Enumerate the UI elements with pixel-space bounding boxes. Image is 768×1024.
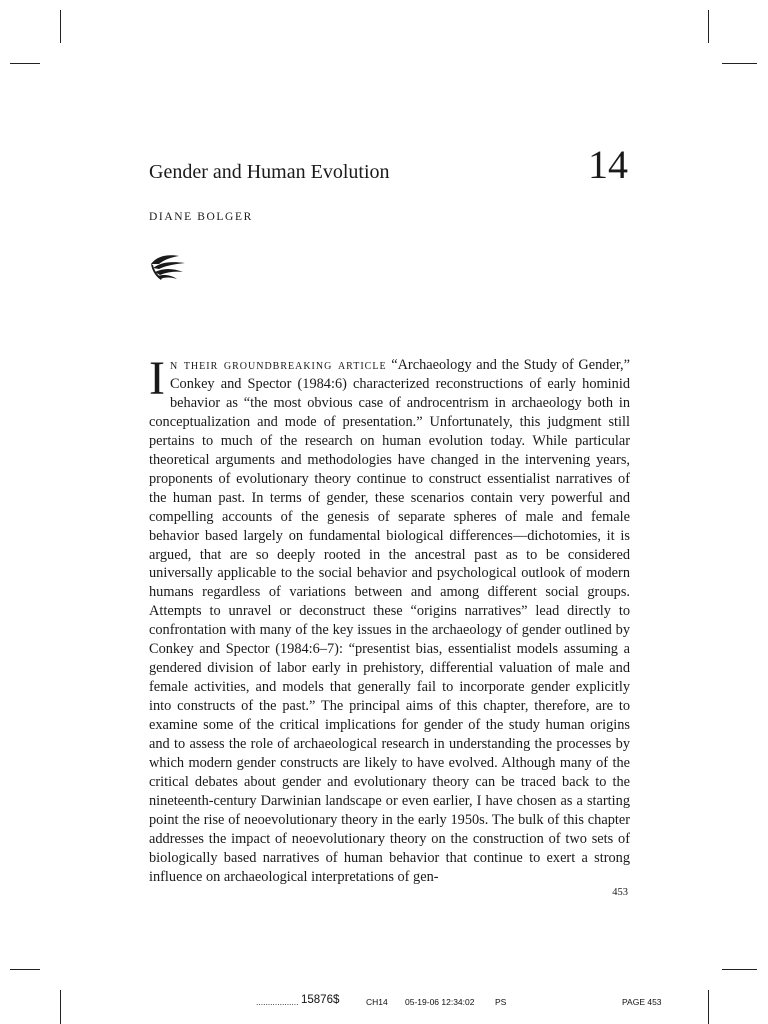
- slug-datetime: 05-19-06 12:34:02: [405, 997, 475, 1007]
- fleuron-icon: [149, 250, 187, 282]
- chapter-title: Gender and Human Evolution: [149, 161, 390, 183]
- crop-mark-bottom-right: [708, 990, 709, 1024]
- chapter-author: DIANE BOLGER: [149, 211, 253, 223]
- page-number: 453: [612, 887, 628, 898]
- crop-mark-top-left: [60, 10, 61, 43]
- slug-chapter: CH14: [366, 997, 388, 1007]
- slug-dots: ..................: [256, 997, 299, 1007]
- paragraph-text: “Archaeology and the Study of Gender,” Conkey and Spector (1984:6) characterized reconstructions of early hominid behavior as “the most obvious case of androcentrism in archaeology both in conceptualization and mode of presentation.” Unfortunately, this judgment still pertains to much of the research on human evolution today. While particular theoretical arguments and methodologies have changed in the intervening years, proponents of evolutionary theory continue to construct essentialist narratives of the human past. In terms of gender, these scenarios contain very powerful and compelling accounts of the genesis of separate spheres of male and female behavior based largely on fundamental biological differences—dichotomies, it is argued, that are so deeply rooted in the ancestral past as to be considered universally applicable to the social behavior and psychological outlook of modern humans regardless of variations between and among different social groups. Attempts to unravel or deconstruct these “origins narratives” lead directly to confrontation with many of the key issues in the archaeology of gender outlined by Conkey and Spector (1984:6–7): “presentist bias, essentialist models assuming a gendered division of labor early in prehistory, differential valuation of male and female activities, and models that generally fail to incorporate gender explicitly into constructs of the past.” The principal aims of this chapter, therefore, are to examine some of the critical implications for gender of the study human origins and to assess the role of archaeological research in understanding the processes by which modern gender constructs are likely to have evolved. Although many of the critical debates about gender and evolutionary theory can be traced back to the nineteenth-century Darwinian landscape or even earlier, I have chosen as a starting point the rise of neoevolutionary theory in the early 1950s. The bulk of this chapter addresses the impact of neoevolutionary theory on the construction of two sets of biologically based narratives of human behavior that continue to exert a strong influence on archaeological interpretations of gen-: [149, 357, 630, 885]
- crop-mark-bottom-left-h: [10, 969, 40, 970]
- chapter-body-paragraph: [149, 352, 630, 887]
- slug-job-number: 15876$: [301, 994, 340, 1006]
- slug-ps: PS: [495, 997, 507, 1007]
- lead-in-smallcaps: n their groundbreaking article: [169, 357, 387, 373]
- drop-cap: I: [149, 352, 165, 405]
- crop-mark-top-right: [708, 10, 709, 43]
- crop-mark-top-left-h: [10, 63, 40, 64]
- crop-mark-top-right-h: [722, 63, 757, 64]
- crop-mark-bottom-left: [60, 990, 61, 1024]
- crop-mark-bottom-right-h: [722, 969, 757, 970]
- slug-page: PAGE 453: [622, 997, 662, 1007]
- chapter-number: 14: [588, 142, 628, 187]
